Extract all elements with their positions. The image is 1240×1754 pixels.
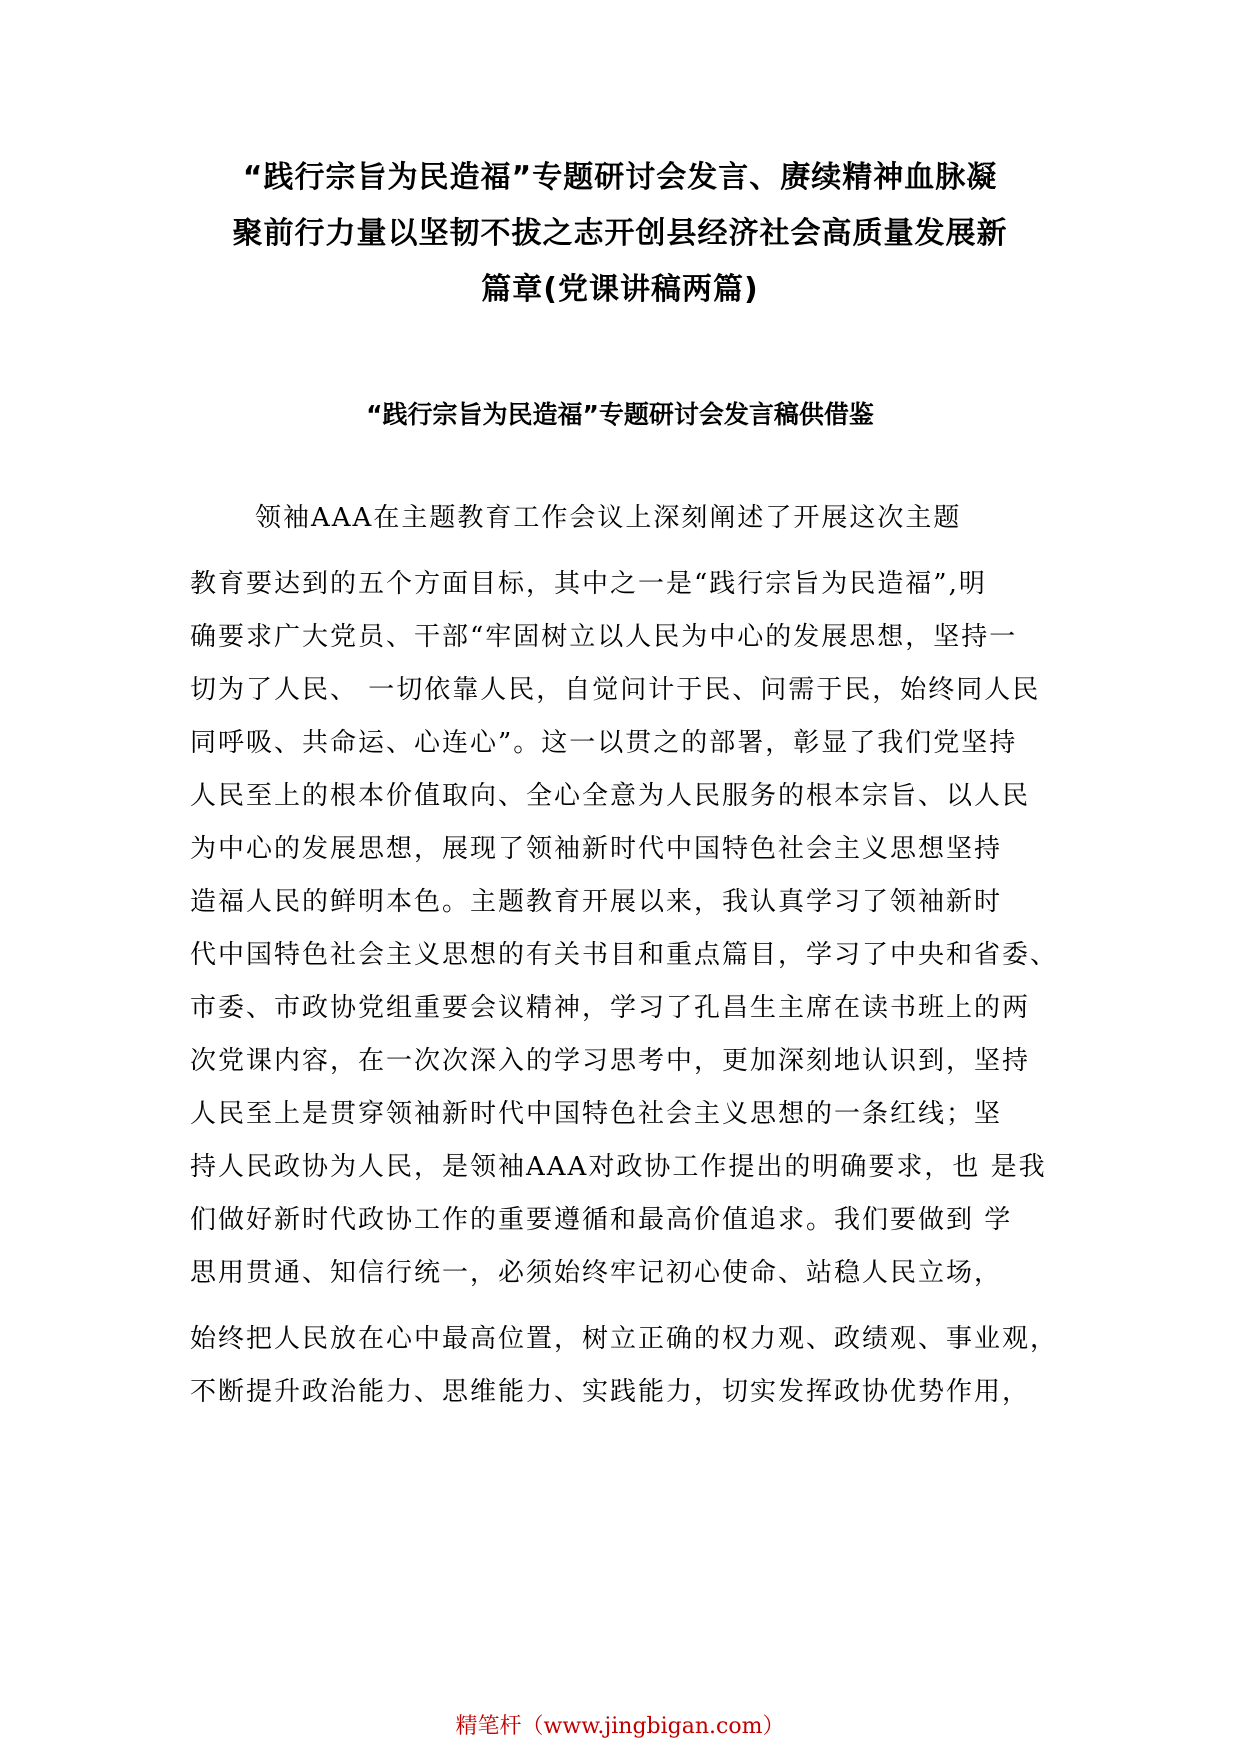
body-line: 不断提升政治能力、思维能力、实践能力，切实发挥政协优势作用，	[190, 1377, 1031, 1407]
body-line: 人民至上是贯穿领袖新时代中国特色社会主义思想的一条红线；坚	[190, 1099, 1003, 1129]
body-line: 代中国特色社会主义思想的有关书目和重点篇目，学习了中央和省委、	[190, 940, 1059, 970]
body-line: 始终把人民放在心中最高位置，树立正确的权力观、政绩观、事业观，	[190, 1324, 1059, 1354]
body-line: 市委、市政协党组重要会议精神，学习了孔昌生主席在读书班上的两	[190, 993, 1031, 1023]
title-line: 篇章(党课讲稿两篇)	[481, 272, 759, 307]
body-line: 们做好新时代政协工作的重要遵循和最高价值追求。我们要做到 学	[190, 1205, 1013, 1235]
body-line: 切为了人民、 一切依靠人民，自觉问计于民、问需于民，始终同人民	[190, 675, 1041, 705]
title-line: 聚前行力量以坚韧不拔之志开创县经济社会高质量发展新	[232, 216, 1008, 251]
body-paragraph	[190, 492, 1090, 1419]
body-line: 确要求广大党员、干部“牢固树立以人民为中心的发展思想，坚持一	[190, 622, 1018, 652]
footer-watermark-link[interactable]: 精笔杆（www.jingbigan.com）	[455, 1714, 785, 1739]
section-subtitle: “践行宗旨为民造福”专题研讨会发言稿供借鉴	[366, 400, 874, 429]
body-line: 持人民政协为人民，是领袖AAA对政协工作提出的明确要求，也 是我	[190, 1152, 1047, 1182]
body-line: 造福人民的鲜明本色。主题教育开展以来，我认真学习了领袖新时	[190, 887, 1003, 917]
title-line: “践行宗旨为民造福”专题研讨会发言、赓续精神血脉凝	[242, 160, 998, 195]
body-line: 思用贯通、知信行统一，必须始终牢记初心使命、站稳人民立场，	[190, 1258, 1003, 1288]
body-line: 人民至上的根本价值取向、全心全意为人民服务的根本宗旨、以人民	[190, 781, 1031, 811]
body-line: 领袖AAA在主题教育工作会议上深刻阐述了开展这次主题	[255, 503, 962, 533]
body-line: 次党课内容，在一次次深入的学习思考中，更加深刻地认识到，坚持	[190, 1046, 1031, 1076]
document-title	[150, 150, 1090, 318]
body-line: 同呼吸、共命运、心连心”。这一以贯之的部署，彰显了我们党坚持	[190, 728, 1018, 758]
body-line: 为中心的发展思想，展现了领袖新时代中国特色社会主义思想坚持	[190, 834, 1003, 864]
body-line: 教育要达到的五个方面目标，其中之一是“践行宗旨为民造福”,明	[190, 569, 987, 599]
